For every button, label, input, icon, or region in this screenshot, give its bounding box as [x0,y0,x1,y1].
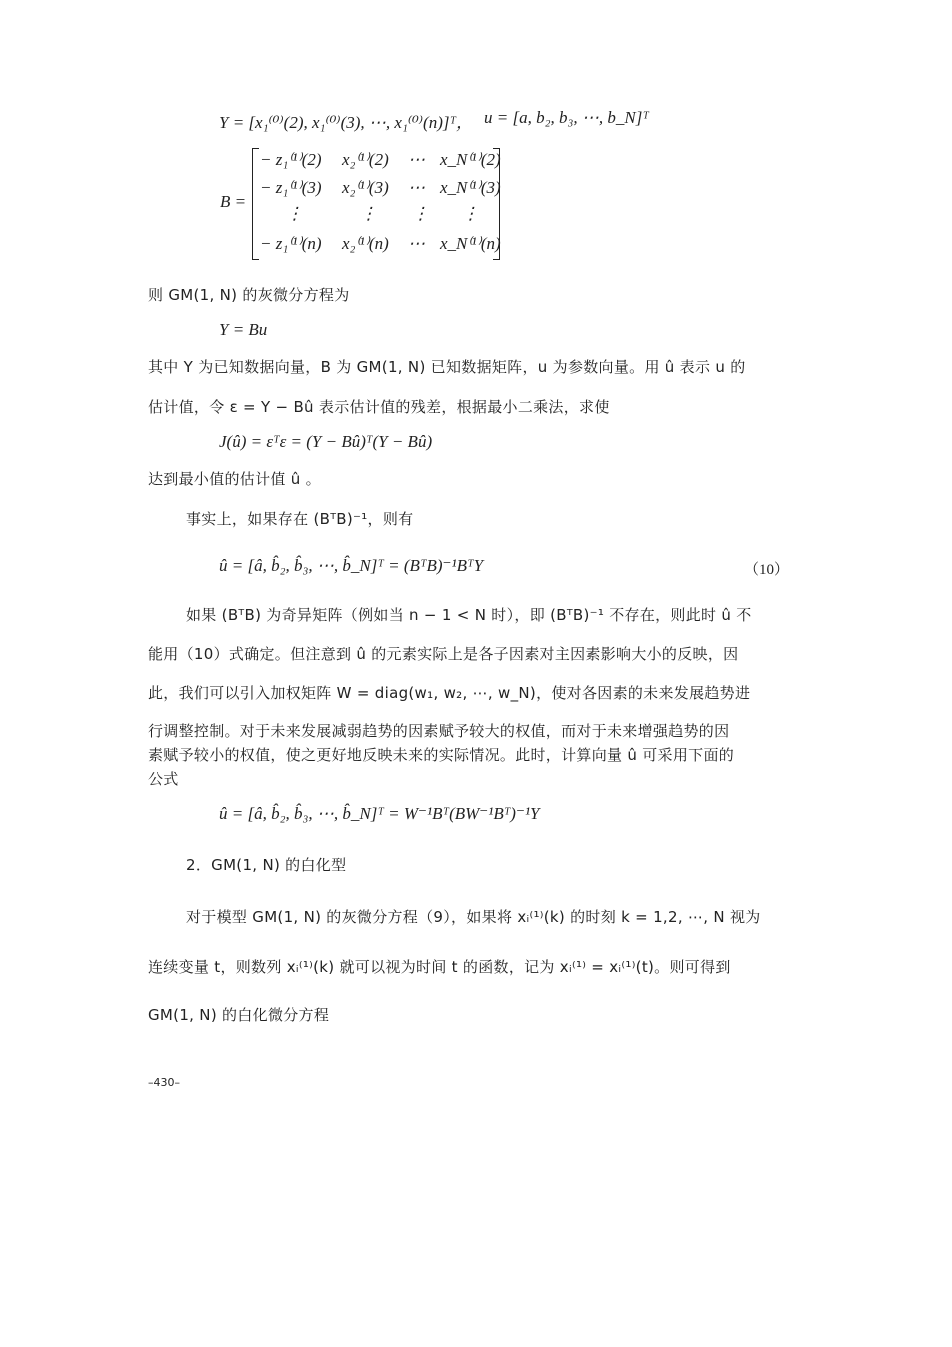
matrix-cell: ⋯ [408,178,425,197]
paragraph-text: 事实上，如果存在 (BᵀB)⁻¹，则有 [186,510,414,528]
equation-y-vector: Y = [x₁⁽⁰⁾(2), x₁⁽⁰⁾(3), ⋯, x₁⁽⁰⁾(n)]ᵀ， [219,113,474,132]
matrix-cell: x_N⁽¹⁾(n) [440,234,501,253]
matrix-cell: x₂⁽¹⁾(2) [342,150,389,169]
equation-number: （10） [744,562,790,578]
paragraph-text: 能用（10）式确定。但注意到 û 的元素实际上是各子因素对主因素影响大小的反映，因 [148,645,739,663]
paragraph-text: 估计值，令 ε = Y − Bû 表示估计值的残差，根据最小二乘法，求使 [148,398,610,416]
matrix-cell: − z₁⁽¹⁾(2) [260,150,322,169]
matrix-cell: ⋯ [408,150,425,169]
paragraph-text: GM(1, N) 的白化微分方程 [148,1006,330,1024]
equation-y-bu: Y = Bu [219,320,268,339]
paragraph-text: 达到最小值的估计值 û 。 [148,470,321,488]
matrix-cell: ⋮ [462,204,479,223]
page-number: –430– [148,1076,180,1089]
section-heading: 2．GM(1, N) 的白化型 [186,856,347,874]
paragraph-text: 如果 (BᵀB) 为奇异矩阵（例如当 n − 1 < N 时），即 (BᵀB)⁻¹ 不存在，则此时 û 不 [186,606,752,624]
paragraph-text: 对于模型 GM(1, N) 的灰微分方程（9），如果将 xᵢ⁽¹⁾(k) 的时刻 k = 1,2, ⋯, N 视为 [186,908,761,926]
matrix-b [214,142,504,262]
matrix-cell: ⋯ [408,234,425,253]
paragraph-text: 则 GM(1, N) 的灰微分方程为 [148,286,350,304]
equation-u-vector: u = [a, b₂, b₃, ⋯, b_N]ᵀ [484,108,649,127]
equation-j: J(û) = εᵀε = (Y − Bû)ᵀ(Y − Bû) [219,432,433,451]
matrix-cell: ⋮ [286,204,303,223]
matrix-cell: x_N⁽¹⁾(3) [440,178,501,197]
paragraph-text: 素赋予较小的权值，使之更好地反映未来的实际情况。此时，计算向量 û 可采用下面的 [148,746,735,764]
paragraph-text: 行调整控制。对于未来发展减弱趋势的因素赋予较大的权值，而对于未来增强趋势的因 [148,722,730,740]
paragraph-text: 连续变量 t，则数列 xᵢ⁽¹⁾(k) 就可以视为时间 t 的函数，记为 xᵢ⁽¹⁾ = xᵢ⁽¹⁾(t)。则可得到 [148,958,731,976]
paragraph-text: 此，我们可以引入加权矩阵 W = diag(w₁, w₂, ⋯, w_N)，使对各因素的未来发展趋势进 [148,684,751,702]
equation-10: û = [â, b̂₂, b̂₃, ⋯, b̂_N]ᵀ = (BᵀB)⁻¹BᵀY [219,556,484,575]
equation-weighted: û = [â, b̂₂, b̂₃, ⋯, b̂_N]ᵀ = W⁻¹Bᵀ(BW⁻¹Bᵀ)⁻¹Y [219,804,540,823]
matrix-cell: x₂⁽¹⁾(n) [342,234,389,253]
matrix-left-bracket [252,148,259,260]
matrix-cell: − z₁⁽¹⁾(3) [260,178,322,197]
paragraph-text: 其中 Y 为已知数据向量，B 为 GM(1, N) 已知数据矩阵，u 为参数向量。用 û 表示 u 的 [148,358,746,376]
matrix-label: B = [220,192,247,211]
matrix-cell: ⋮ [412,204,429,223]
matrix-cell: ⋮ [360,204,377,223]
matrix-cell: − z₁⁽¹⁾(n) [260,234,322,253]
matrix-cell: x₂⁽¹⁾(3) [342,178,389,197]
matrix-cell: x_N⁽¹⁾(2) [440,150,501,169]
paragraph-text: 公式 [148,770,179,788]
